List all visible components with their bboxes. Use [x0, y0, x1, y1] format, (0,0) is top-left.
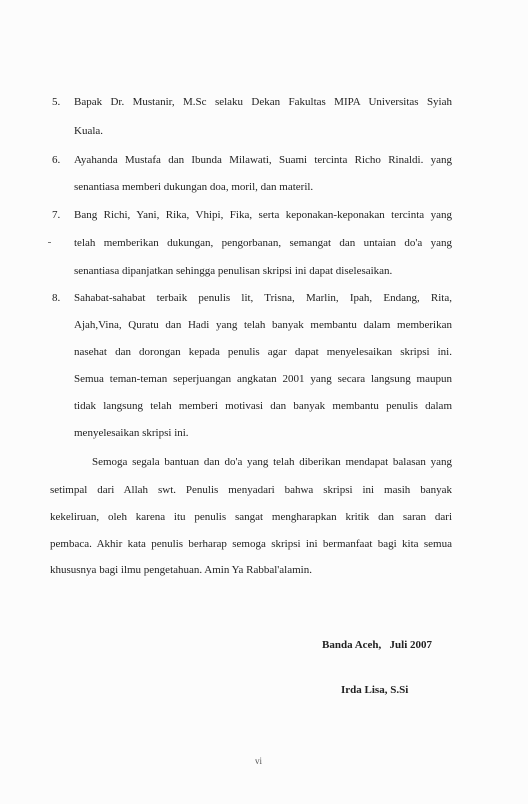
item-number: 8. [52, 292, 61, 304]
paragraph-line: pembaca. Akhir kata penulis berharap semoga skripsi ini bermanfaat bagi kita semua [50, 538, 452, 550]
item-number: 7. [52, 209, 61, 221]
margin-mark [48, 242, 51, 243]
item-line: nasehat dan dorongan kepada penulis agar dapat menyelesaikan skripsi ini. [74, 346, 452, 358]
page-number: vi [255, 756, 263, 766]
item-line: telah memberikan dukungan, pengorbanan, semangat dan untaian do'a yang [74, 237, 452, 249]
item-line: Semua teman-teman seperjuangan angkatan 2001 yang secara langsung maupun [74, 373, 452, 385]
item-line: Bapak Dr. Mustanir, M.Sc selaku Dekan Fakultas MIPA Universitas Syiah [74, 96, 452, 108]
signature-place-date: Banda Aceh, Juli 2007 [322, 639, 433, 651]
item-line: menyelesaikan skripsi ini. [74, 427, 189, 439]
paragraph-line: Semoga segala bantuan dan do'a yang telah diberikan mendapat balasan yang [92, 456, 452, 468]
item-line: Ayahanda Mustafa dan Ibunda Milawati, Suami tercinta Richo Rinaldi. yang [74, 154, 452, 166]
item-line: Sahabat-sahabat terbaik penulis lit, Trisna, Marlin, Ipah, Endang, Rita, [74, 292, 452, 304]
item-line: senantiasa memberi dukungan doa, moril, dan materil. [74, 181, 314, 193]
signature-name: Irda Lisa, S.Si [341, 684, 409, 696]
item-number: 6. [52, 154, 61, 166]
item-line: Kuala. [74, 125, 104, 137]
item-line: senantiasa dipanjatkan sehingga penulisan skripsi ini dapat diselesaikan. [74, 265, 393, 277]
item-line: Bang Richi, Yani, Rika, Vhipi, Fika, serta keponakan-keponakan tercinta yang [74, 209, 452, 221]
item-line: Ajah,Vina, Quratu dan Hadi yang telah banyak membantu dalam memberikan [74, 319, 452, 331]
paragraph-line: kekeliruan, oleh karena itu penulis sangat mengharapkan kritik dan saran dari [50, 511, 452, 523]
paragraph-line: setimpal dari Allah swt. Penulis menyadari bahwa skripsi ini masih banyak [50, 484, 452, 496]
paragraph-line: khususnya bagi ilmu pengetahuan. Amin Ya Rabbal'alamin. [50, 564, 312, 576]
item-line: tidak langsung telah memberi motivasi dan banyak membantu penulis dalam [74, 400, 452, 412]
item-number: 5. [52, 96, 61, 108]
